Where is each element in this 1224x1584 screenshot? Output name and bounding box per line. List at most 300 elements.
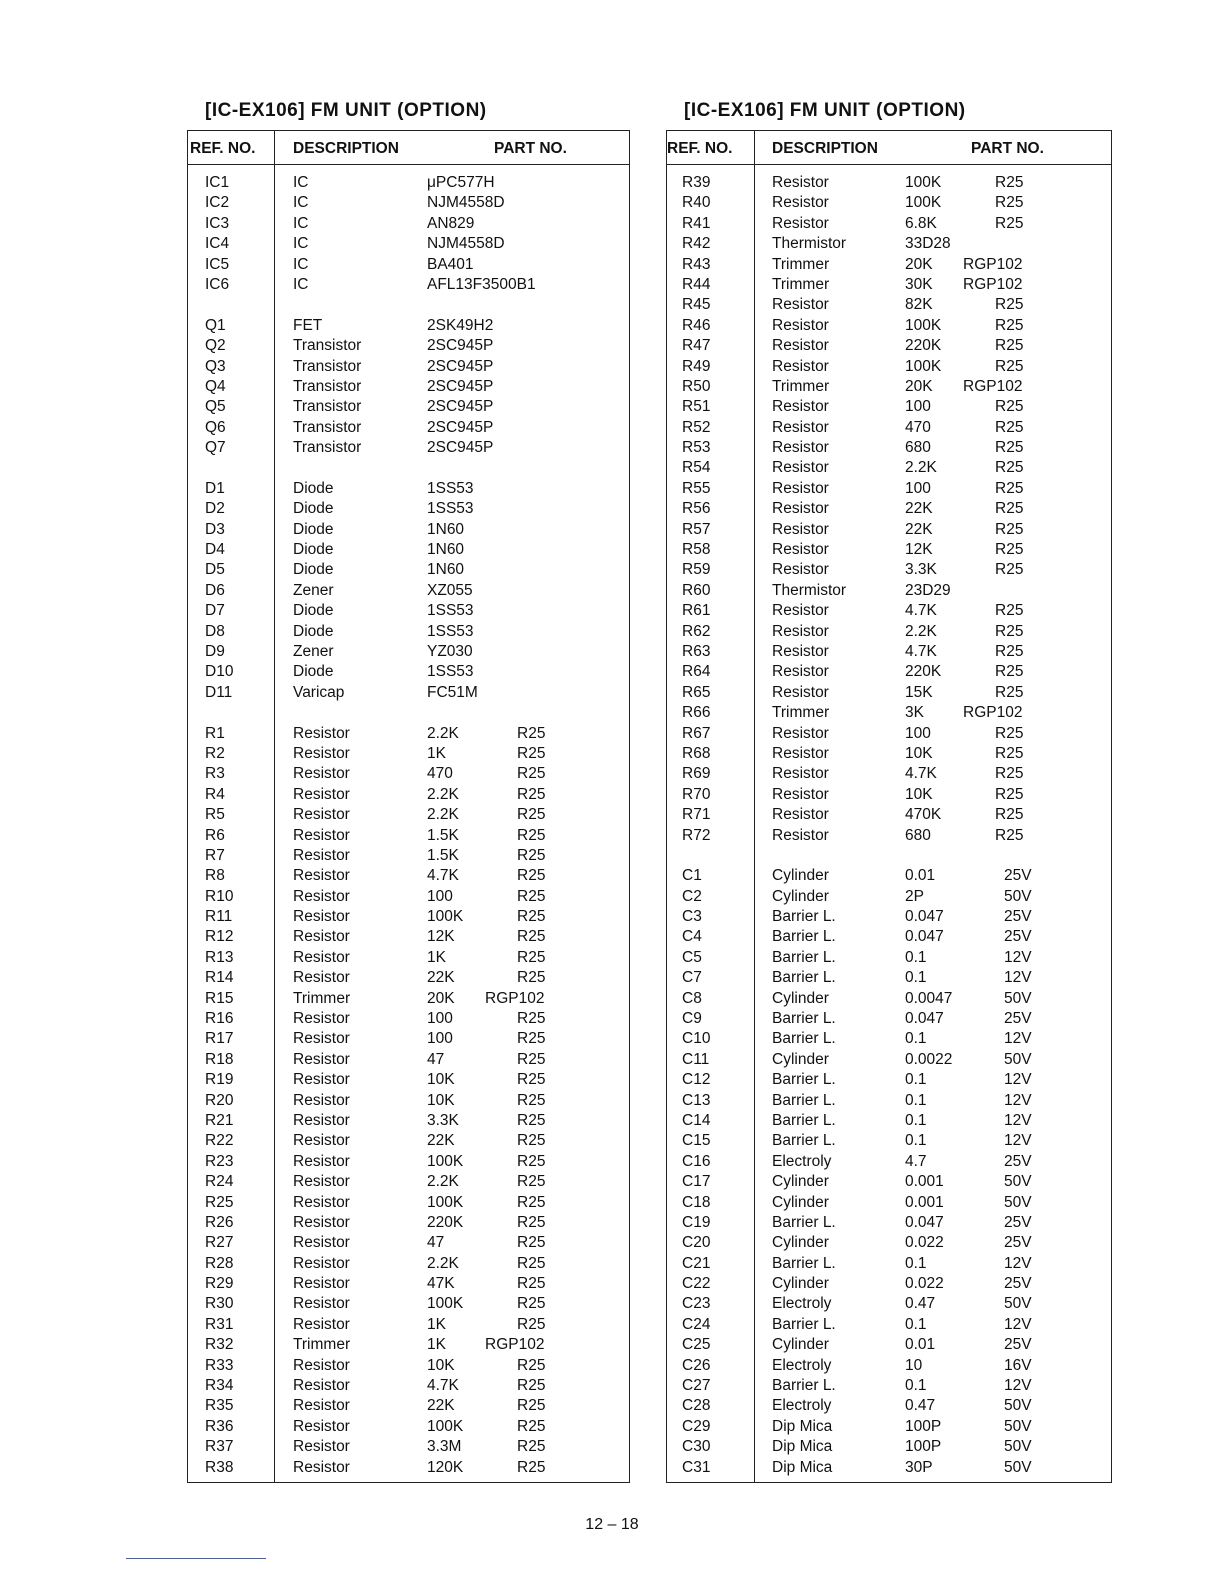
part-value-cell: 100 (905, 724, 931, 742)
ref-no-cell: R5 (205, 806, 225, 824)
table-row (188, 1193, 629, 1213)
description-cell: Resistor (772, 337, 829, 355)
table-row (667, 1254, 1111, 1274)
ref-no-cell: R40 (682, 194, 711, 212)
part-value-cell: 10K (905, 785, 933, 803)
ref-no-cell: R15 (205, 989, 234, 1007)
description-cell: Cylinder (772, 989, 829, 1007)
description-cell: Resistor (293, 1356, 350, 1374)
part-value-cell: 120K (427, 1458, 464, 1476)
description-cell: Cylinder (772, 867, 829, 885)
ref-no-cell: R60 (682, 581, 711, 599)
description-cell: IC (293, 214, 309, 232)
part-code-cell: 12V (1004, 1254, 1032, 1272)
ref-no-cell: R34 (205, 1377, 234, 1395)
description-cell: Resistor (293, 765, 350, 783)
table-row (667, 1009, 1111, 1029)
part-value-cell: 12K (427, 928, 455, 946)
part-value-cell: 47K (427, 1275, 455, 1293)
part-code-cell: 50V (1004, 1417, 1032, 1435)
part-value-cell: 100K (427, 908, 464, 926)
bottom-rule (126, 1558, 266, 1559)
table-row (667, 1152, 1111, 1172)
ref-no-cell: R4 (205, 785, 225, 803)
table-row (188, 193, 629, 213)
ref-no-cell: D11 (205, 683, 233, 701)
part-code-cell: R25 (517, 1377, 546, 1395)
ref-no-cell: R57 (682, 520, 711, 538)
part-value-cell: 100 (905, 398, 931, 416)
part-code-cell: 12V (1004, 948, 1032, 966)
table-row (667, 642, 1111, 662)
part-value-cell: 100K (905, 194, 942, 212)
ref-no-cell: IC6 (205, 275, 230, 293)
part-value-cell: 6.8K (905, 214, 937, 232)
ref-no-cell: R72 (682, 826, 711, 844)
table-row (667, 968, 1111, 988)
part-value-cell: FC51M (427, 683, 478, 701)
table-row (188, 724, 629, 744)
part-value-cell: 100 (427, 887, 453, 905)
table-row (188, 438, 629, 458)
description-cell: Resistor (772, 602, 829, 620)
ref-no-cell: C31 (682, 1458, 711, 1476)
description-cell: Transistor (293, 418, 362, 436)
table-row (667, 1233, 1111, 1253)
part-value-cell: 10K (427, 1356, 455, 1374)
part-value-cell: 2.2K (427, 785, 459, 803)
table-row (188, 1111, 629, 1131)
ref-no-cell: D9 (205, 642, 225, 660)
part-value-cell: 100P (905, 1438, 942, 1456)
table-row (188, 1213, 629, 1233)
ref-no-cell: R41 (682, 214, 711, 232)
part-code-cell: 16V (1004, 1356, 1032, 1374)
table-row (188, 1396, 629, 1416)
ref-no-cell: C16 (682, 1152, 711, 1170)
ref-no-cell: R47 (682, 337, 711, 355)
ref-no-cell: R22 (205, 1132, 234, 1150)
table-row (667, 336, 1111, 356)
ref-no-cell: C18 (682, 1193, 711, 1211)
part-value-cell: 680 (905, 439, 931, 457)
ref-no-cell: C13 (682, 1091, 711, 1109)
table-row (188, 1131, 629, 1151)
description-cell: Resistor (293, 1377, 350, 1395)
part-code-cell: 25V (1004, 1010, 1032, 1028)
description-cell: Resistor (772, 826, 829, 844)
ref-no-cell: R24 (205, 1173, 234, 1191)
description-cell: Dip Mica (772, 1417, 833, 1435)
part-value-cell: 100 (427, 1030, 453, 1048)
part-code-cell: R25 (517, 744, 546, 762)
ref-no-cell: R23 (205, 1152, 234, 1170)
description-cell: Barrier L. (772, 1377, 836, 1395)
description-cell: Resistor (293, 724, 350, 742)
part-value-cell: 2SC945P (427, 337, 494, 355)
part-code-cell: R25 (517, 1234, 546, 1252)
part-value-cell: 4.7K (905, 765, 937, 783)
part-value-cell: 10K (905, 744, 933, 762)
part-code-cell: R25 (995, 459, 1024, 477)
ref-no-cell: C30 (682, 1438, 711, 1456)
table-row (667, 622, 1111, 642)
description-cell: Resistor (772, 459, 829, 477)
part-code-cell: R25 (995, 602, 1024, 620)
ref-no-cell: C2 (682, 887, 702, 905)
part-value-cell: 33D28 (905, 235, 951, 253)
part-value-cell: 100P (905, 1417, 942, 1435)
table-row (188, 866, 629, 886)
part-code-cell: 50V (1004, 887, 1032, 905)
table-row (667, 193, 1111, 213)
ref-no-cell: R18 (205, 1050, 234, 1068)
ref-no-cell: R45 (682, 296, 711, 314)
table-row (667, 214, 1111, 234)
part-value-cell: 1.5K (427, 846, 459, 864)
ref-no-cell: R39 (682, 174, 711, 191)
part-value-cell: 0.022 (905, 1275, 944, 1293)
part-code-cell: 50V (1004, 1438, 1032, 1456)
right-section-title: [IC-EX106] FM UNIT (OPTION) (684, 100, 966, 121)
description-cell: Resistor (772, 683, 829, 701)
description-cell: Resistor (293, 744, 350, 762)
ref-no-cell: C14 (682, 1111, 711, 1129)
description-cell: Trimmer (772, 704, 830, 722)
description-cell: IC (293, 174, 309, 191)
part-value-cell: 0.0047 (905, 989, 953, 1007)
part-code-cell: R25 (517, 1295, 546, 1313)
part-code-cell: R25 (517, 1111, 546, 1129)
ref-no-cell: R63 (682, 642, 711, 660)
table-row (667, 357, 1111, 377)
part-value-cell: 0.1 (905, 1111, 927, 1129)
description-cell: Resistor (293, 1213, 350, 1231)
description-cell: Trimmer (772, 275, 830, 293)
table-row (667, 458, 1111, 478)
part-value-cell: 1SS53 (427, 602, 474, 620)
ref-no-cell: R12 (205, 928, 234, 946)
part-value-cell: 100 (905, 479, 931, 497)
description-cell: Resistor (293, 1417, 350, 1435)
ref-no-cell: R10 (205, 887, 234, 905)
description-cell: Resistor (772, 724, 829, 742)
ref-no-cell: R2 (205, 744, 225, 762)
table-row (667, 275, 1111, 295)
part-code-cell: 25V (1004, 1213, 1032, 1231)
table-row (188, 601, 629, 621)
part-value-cell: 0.047 (905, 1213, 944, 1231)
part-code-cell: R25 (517, 1071, 546, 1089)
part-value-cell: 220K (427, 1213, 464, 1231)
part-code-cell: R25 (995, 785, 1024, 803)
description-cell: Zener (293, 642, 334, 660)
part-code-cell: R25 (995, 214, 1024, 232)
ref-no-cell: C23 (682, 1295, 711, 1313)
description-cell: Resistor (293, 948, 350, 966)
left-parts-list (187, 100, 630, 1483)
ref-no-cell: IC2 (205, 194, 230, 212)
ref-no-cell: R58 (682, 541, 711, 559)
part-code-cell: 25V (1004, 1234, 1032, 1252)
part-value-cell: AN829 (427, 214, 475, 232)
ref-no-cell: R61 (682, 602, 711, 620)
description-cell: IC (293, 255, 309, 273)
description-cell: Diode (293, 479, 334, 497)
description-cell: Resistor (772, 663, 829, 681)
part-value-cell: 12K (905, 541, 933, 559)
description-cell: Diode (293, 602, 334, 620)
part-value-cell: 2.2K (905, 622, 937, 640)
description-cell: Cylinder (772, 1275, 829, 1293)
description-cell: Barrier L. (772, 1091, 836, 1109)
description-cell: Cylinder (772, 1336, 829, 1354)
part-value-cell: 1K (427, 1315, 446, 1333)
description-cell: Cylinder (772, 1193, 829, 1211)
part-value-cell: 23D29 (905, 581, 951, 599)
right-parts-list (666, 100, 1112, 1483)
ref-no-cell: R20 (205, 1091, 234, 1109)
part-code-cell: R25 (995, 765, 1024, 783)
table-row (667, 683, 1111, 703)
table-row (667, 479, 1111, 499)
description-cell: Barrier L. (772, 1111, 836, 1129)
part-code-cell: R25 (517, 1010, 546, 1028)
part-value-cell: 100K (905, 357, 942, 375)
part-value-cell: 1N60 (427, 541, 465, 559)
part-code-cell: R25 (517, 1458, 546, 1476)
part-value-cell: 0.1 (905, 969, 927, 987)
ref-no-cell: R29 (205, 1275, 234, 1293)
part-value-cell: 10K (427, 1091, 455, 1109)
ref-no-cell: R53 (682, 439, 711, 457)
table-row (667, 377, 1111, 397)
table-row (667, 744, 1111, 764)
part-code-cell: R25 (995, 479, 1024, 497)
ref-no-cell: R62 (682, 622, 711, 640)
part-code-cell: R25 (517, 1315, 546, 1333)
part-value-cell: 220K (905, 663, 942, 681)
part-value-cell: 2SC945P (427, 377, 494, 395)
part-value-cell: 2P (905, 887, 924, 905)
description-cell: Electroly (772, 1152, 832, 1170)
right-parts-table (666, 130, 1112, 1483)
part-value-cell: 2.2K (427, 724, 459, 742)
table-row (667, 764, 1111, 784)
part-code-cell: 50V (1004, 1295, 1032, 1313)
table-row (667, 1091, 1111, 1111)
ref-no-cell: C15 (682, 1132, 711, 1150)
left-section-title: [IC-EX106] FM UNIT (OPTION) (205, 100, 487, 121)
table-row (188, 1294, 629, 1314)
part-value-cell: NJM4558D (427, 194, 505, 212)
part-value-cell: 4.7K (427, 867, 459, 885)
description-cell: Barrier L. (772, 1010, 836, 1028)
description-cell: Resistor (293, 1275, 350, 1293)
ref-no-cell: C22 (682, 1275, 711, 1293)
ref-no-cell: R54 (682, 459, 711, 477)
description-cell: Cylinder (772, 1050, 829, 1068)
table-row (667, 948, 1111, 968)
table-row (188, 662, 629, 682)
table-row (188, 826, 629, 846)
ref-no-cell: C19 (682, 1213, 711, 1231)
description-cell: Resistor (772, 561, 829, 579)
ref-no-cell: C5 (682, 948, 702, 966)
table-row (667, 1335, 1111, 1355)
description-cell: Transistor (293, 357, 362, 375)
ref-no-cell: C24 (682, 1315, 711, 1333)
part-code-cell: 25V (1004, 928, 1032, 946)
table-row (188, 846, 629, 866)
ref-no-cell: C25 (682, 1336, 711, 1354)
ref-no-cell: D7 (205, 602, 225, 620)
part-value-cell: 0.47 (905, 1295, 936, 1313)
ref-no-cell: R38 (205, 1458, 234, 1476)
part-value-cell: XZ055 (427, 581, 473, 599)
part-code-cell: 12V (1004, 1132, 1032, 1150)
description-cell: Resistor (293, 928, 350, 946)
table-row (667, 560, 1111, 580)
table-row (667, 1396, 1111, 1416)
description-cell: Electroly (772, 1397, 832, 1415)
part-code-cell: R25 (995, 744, 1024, 762)
part-value-cell: 10 (905, 1356, 923, 1374)
part-code-cell: R25 (995, 622, 1024, 640)
table-row (188, 1152, 629, 1172)
header-part-no: PART NO. (971, 140, 1044, 157)
part-code-cell: R25 (517, 969, 546, 987)
part-code-cell: 12V (1004, 1030, 1032, 1048)
table-row (188, 948, 629, 968)
description-cell: IC (293, 275, 309, 293)
description-cell: Resistor (772, 174, 829, 191)
description-cell: Resistor (772, 316, 829, 334)
table-row (667, 785, 1111, 805)
description-cell: Resistor (772, 439, 829, 457)
part-value-cell: 22K (427, 969, 455, 987)
part-code-cell: R25 (995, 561, 1024, 579)
table-row (188, 1091, 629, 1111)
ref-no-cell: R33 (205, 1356, 234, 1374)
table-row (667, 581, 1111, 601)
description-cell: Resistor (293, 1010, 350, 1028)
part-value-cell: AFL13F3500B1 (427, 275, 536, 293)
description-cell: Resistor (293, 1458, 350, 1476)
description-cell: Resistor (772, 642, 829, 660)
ref-no-cell: R25 (205, 1193, 234, 1211)
part-value-cell: 2SK49H2 (427, 316, 494, 334)
description-cell: Thermistor (772, 235, 847, 253)
part-code-cell: R25 (995, 439, 1024, 457)
table-row (188, 907, 629, 927)
table-row (667, 826, 1111, 846)
description-cell: Resistor (293, 1295, 350, 1313)
ref-no-cell: R56 (682, 500, 711, 518)
part-code-cell: RGP102 (963, 255, 1023, 273)
part-value-cell: 1K (427, 1336, 446, 1354)
table-row (188, 642, 629, 662)
part-value-cell: 3.3K (427, 1111, 459, 1129)
description-cell: Resistor (772, 765, 829, 783)
part-code-cell: R25 (517, 1397, 546, 1415)
part-code-cell: 50V (1004, 1173, 1032, 1191)
ref-no-cell: IC1 (205, 174, 230, 191)
ref-no-cell: R69 (682, 765, 711, 783)
table-row (188, 1376, 629, 1396)
description-cell: Resistor (293, 1397, 350, 1415)
part-value-cell: 1N60 (427, 520, 465, 538)
table-row (188, 316, 629, 336)
table-row (188, 744, 629, 764)
description-cell: Diode (293, 663, 334, 681)
table-row (188, 214, 629, 234)
description-cell: Resistor (293, 1111, 350, 1129)
table-row (188, 1417, 629, 1437)
table-row (188, 968, 629, 988)
table-row (667, 724, 1111, 744)
ref-no-cell: R32 (205, 1336, 234, 1354)
table-row (667, 1274, 1111, 1294)
table-row (188, 520, 629, 540)
part-value-cell: 15K (905, 683, 933, 701)
part-value-cell: 0.47 (905, 1397, 936, 1415)
description-cell: Barrier L. (772, 1132, 836, 1150)
left-parts-table (187, 130, 630, 1483)
ref-no-cell: R66 (682, 704, 711, 722)
part-value-cell: 0.01 (905, 867, 936, 885)
ref-no-cell: Q2 (205, 337, 226, 355)
table-row (188, 887, 629, 907)
table-row (667, 540, 1111, 560)
table-row (188, 703, 629, 723)
part-code-cell: RGP102 (963, 377, 1023, 395)
table-row (667, 1050, 1111, 1070)
ref-no-cell: D3 (205, 520, 225, 538)
table-row (188, 1172, 629, 1192)
description-cell: Dip Mica (772, 1458, 833, 1476)
part-value-cell: 0.1 (905, 948, 927, 966)
description-cell: Resistor (293, 1091, 350, 1109)
description-cell: Trimmer (772, 377, 830, 395)
part-code-cell: R25 (517, 826, 546, 844)
description-cell: Resistor (293, 846, 350, 864)
ref-no-cell: C1 (682, 867, 702, 885)
part-value-cell: 2SC945P (427, 439, 494, 457)
table-row (188, 540, 629, 560)
ref-no-cell: R21 (205, 1111, 234, 1129)
ref-no-cell: R3 (205, 765, 225, 783)
table-row (667, 866, 1111, 886)
table-row (188, 989, 629, 1009)
ref-no-cell: R67 (682, 724, 711, 742)
description-cell: Trimmer (293, 1336, 351, 1354)
table-row (667, 601, 1111, 621)
part-code-cell: 25V (1004, 908, 1032, 926)
description-cell: Resistor (293, 887, 350, 905)
ref-no-cell: R50 (682, 377, 711, 395)
table-row (188, 295, 629, 315)
part-value-cell: 2.2K (905, 459, 937, 477)
description-cell: Cylinder (772, 1234, 829, 1252)
table-row (188, 357, 629, 377)
part-value-cell: 1K (427, 744, 446, 762)
table-row (667, 438, 1111, 458)
part-value-cell: 1K (427, 948, 446, 966)
part-value-cell: 4.7K (905, 642, 937, 660)
description-cell: Diode (293, 541, 334, 559)
description-cell: Resistor (293, 1152, 350, 1170)
